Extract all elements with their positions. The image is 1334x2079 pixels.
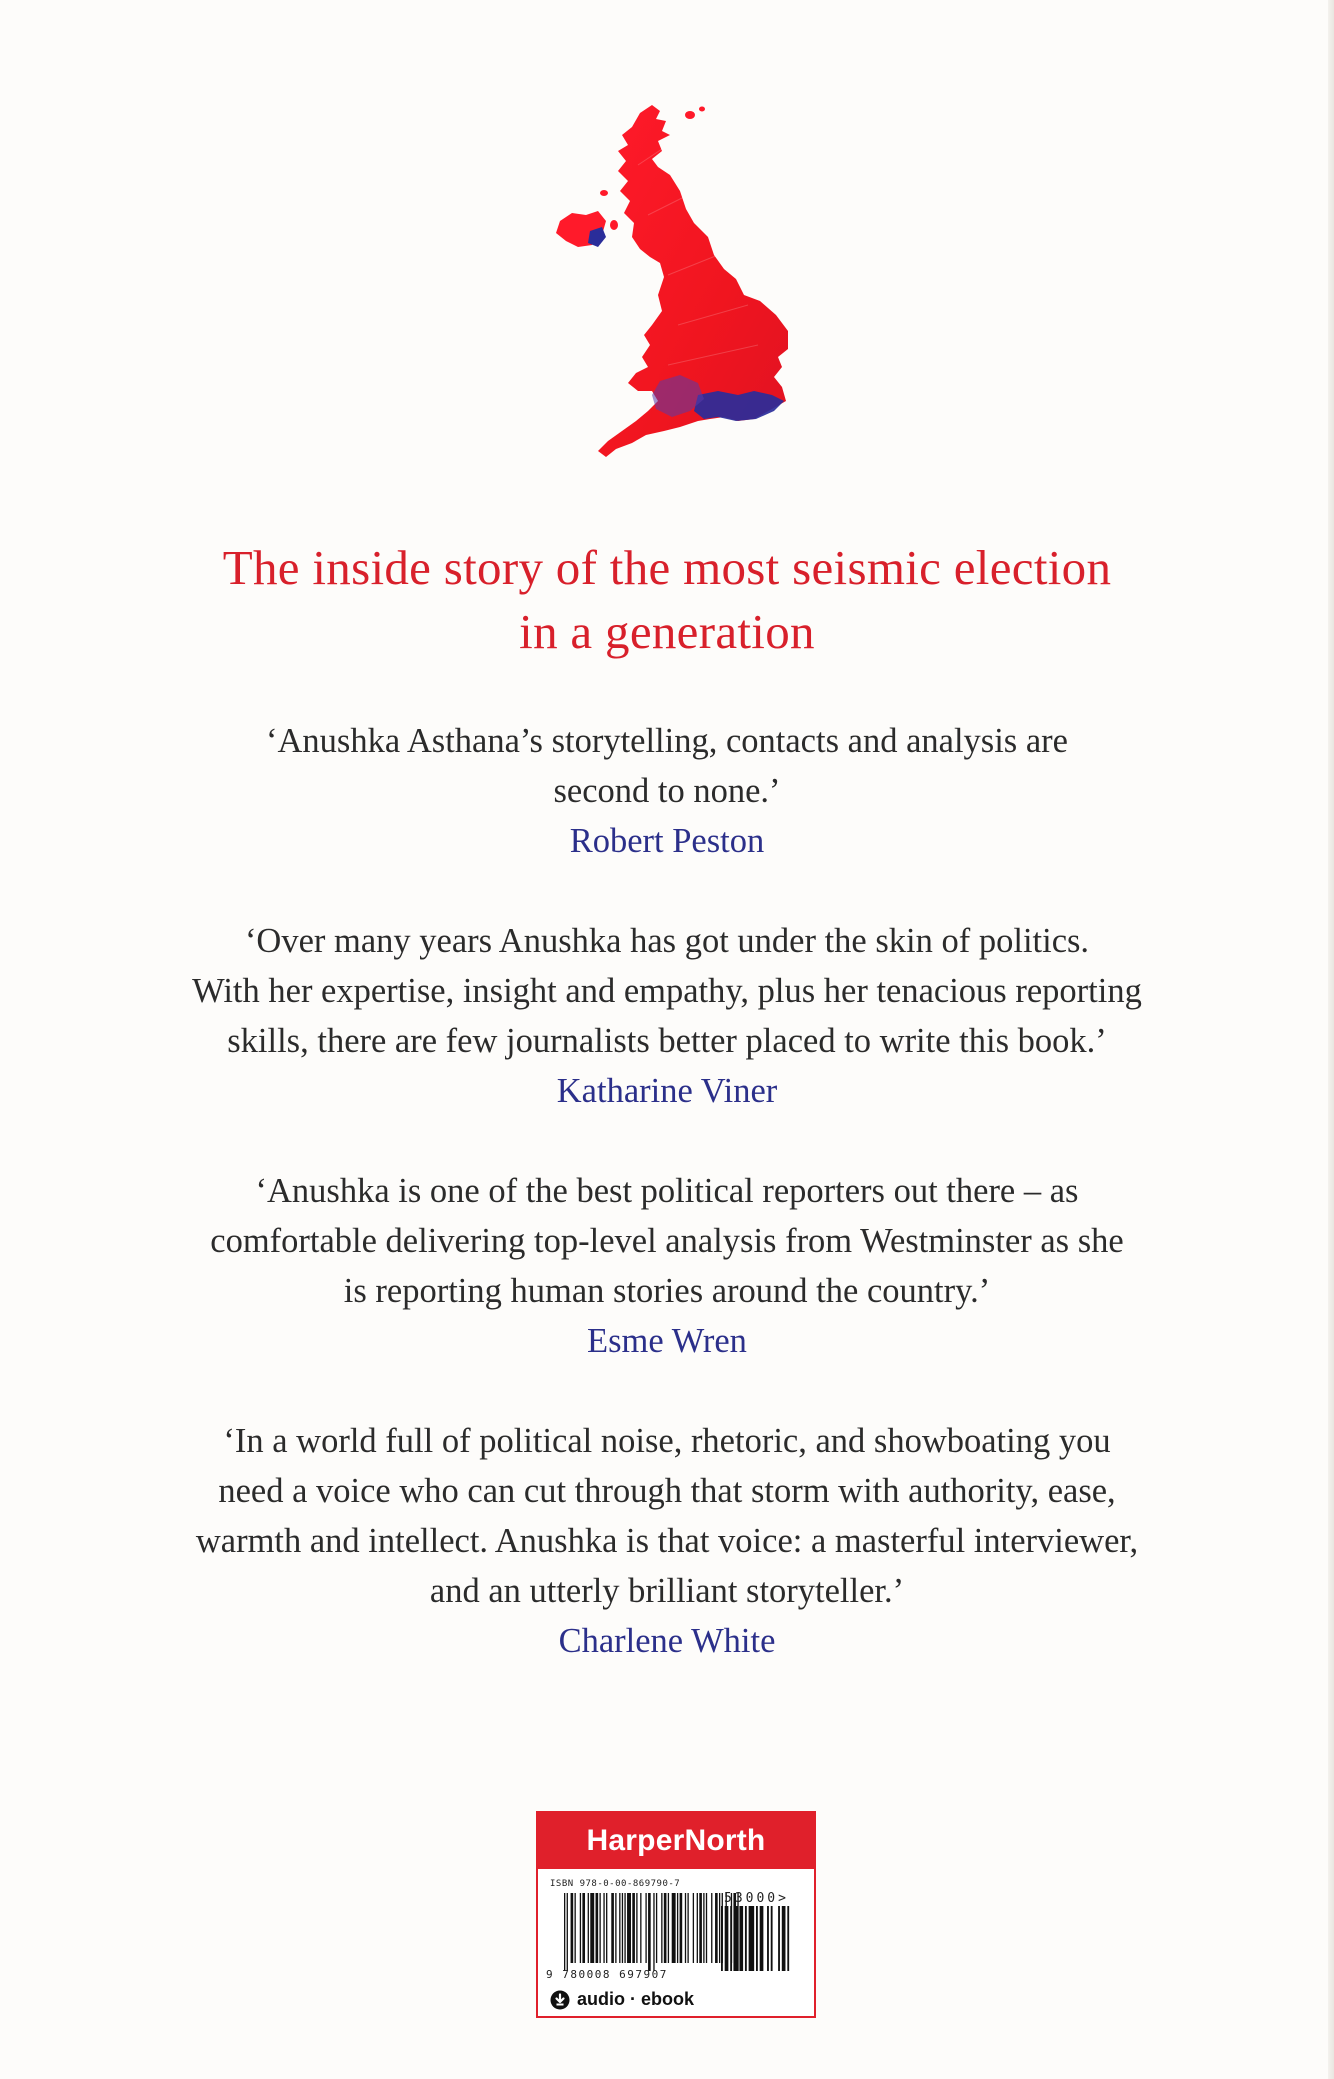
barcode-bar xyxy=(715,1893,718,1963)
barcode-bar xyxy=(588,1893,589,1963)
formats-text: audio · ebook xyxy=(577,1989,694,2009)
barcode-bar xyxy=(640,1893,641,1963)
download-icon xyxy=(550,1990,570,2010)
price-marker: > xyxy=(778,1891,789,1906)
barcode-bar xyxy=(778,1906,780,1971)
barcode-bar xyxy=(627,1893,631,1963)
quote-line: ‘In a world full of political noise, rhetoric, and showboating you xyxy=(223,1422,1111,1460)
barcode-bar xyxy=(645,1893,646,1963)
barcode-bar xyxy=(706,1893,707,1963)
barcode-bar xyxy=(760,1906,764,1971)
barcode-bar xyxy=(771,1906,773,1971)
barcode-bar xyxy=(782,1906,786,1971)
barcode-bar xyxy=(632,1893,635,1963)
barcode-bar xyxy=(636,1893,637,1963)
barcode-bar xyxy=(736,1906,738,1971)
quote-block xyxy=(67,1166,1267,1366)
quote-author: Katharine Viner xyxy=(556,1072,778,1110)
barcode-bar xyxy=(739,1906,743,1971)
barcode-bar xyxy=(611,1893,614,1963)
barcode-bar xyxy=(580,1893,581,1963)
quote-block xyxy=(67,1416,1267,1666)
barcode-bar xyxy=(664,1893,667,1963)
quote-line: ‘Anushka Asthana’s storytelling, contacts and analysis are xyxy=(266,722,1068,760)
quote-line: second to none.’ xyxy=(553,772,781,810)
barcode-bar xyxy=(564,1893,565,1971)
barcode-bar xyxy=(693,1893,694,1963)
barcode-bar xyxy=(648,1893,651,1971)
quote-line: ‘Over many years Anushka has got under the skin of politics. xyxy=(244,922,1090,960)
barcode-bar xyxy=(567,1893,568,1971)
barcode-bar xyxy=(615,1893,616,1963)
barcode-bar xyxy=(767,1906,769,1971)
barcode-addon-icon xyxy=(721,1906,791,1971)
barcode-bar xyxy=(672,1893,676,1963)
quote-line: With her expertise, insight and empathy, plus her tenacious reporting xyxy=(192,972,1142,1010)
price-code-digits: 53000 xyxy=(724,1891,779,1906)
barcode-bar xyxy=(582,1893,585,1963)
page-edge xyxy=(1328,0,1334,2079)
uk-map-icon xyxy=(548,105,808,461)
barcode-bar xyxy=(699,1893,702,1963)
barcode-bar xyxy=(703,1893,704,1963)
barcode-bar xyxy=(711,1893,712,1963)
barcode-bar xyxy=(677,1893,678,1963)
quote-line: ‘Anushka is one of the best political reporters out there – as xyxy=(255,1172,1079,1210)
barcode-bar xyxy=(680,1893,683,1963)
quote-line: is reporting human stories around the country.’ xyxy=(343,1272,991,1310)
barcode-bar xyxy=(721,1906,723,1971)
barcode-bar xyxy=(749,1906,755,1971)
barcode-bar xyxy=(687,1893,688,1963)
barcode-bar xyxy=(599,1893,600,1963)
barcode-bar xyxy=(730,1906,732,1971)
quote-author: Robert Peston xyxy=(569,822,765,860)
barcode-bar xyxy=(622,1893,623,1963)
barcode-icon xyxy=(564,1893,740,1971)
headline-line: The inside story of the most seismic election xyxy=(222,540,1112,595)
quote-author: Charlene White xyxy=(558,1622,776,1660)
quote-author: Esme Wren xyxy=(587,1322,747,1360)
headline-line: in a generation xyxy=(519,604,815,659)
quote-line: skills, there are few journalists better placed to write this book.’ xyxy=(227,1022,1107,1060)
quote-block xyxy=(67,716,1267,866)
quote-line: and an utterly brilliant storyteller.’ xyxy=(429,1572,905,1610)
quote-line: comfortable delivering top-level analysis from Westminster as she xyxy=(210,1222,1124,1260)
barcode-bar xyxy=(590,1893,594,1963)
barcode-bar xyxy=(661,1893,662,1963)
barcode-bar xyxy=(571,1893,574,1963)
barcode-bar xyxy=(653,1893,654,1971)
barcode-bar xyxy=(624,1893,625,1963)
barcode-bar xyxy=(697,1893,698,1963)
ean-digits: 9 780008 697907 xyxy=(546,1968,668,1981)
barcode-bar xyxy=(603,1893,604,1963)
barcode-panel xyxy=(536,1811,816,2018)
barcode-bar xyxy=(685,1893,686,1963)
barcode-bar xyxy=(668,1893,669,1963)
barcode-bar xyxy=(756,1906,758,1971)
quote-block xyxy=(67,916,1267,1116)
headline xyxy=(67,536,1267,664)
barcode-bar xyxy=(745,1906,747,1971)
barcode-bar xyxy=(606,1893,607,1963)
barcode-bar xyxy=(787,1906,789,1971)
isbn-text: ISBN 978-0-00-869790-7 xyxy=(550,1879,681,1889)
barcode-bar xyxy=(725,1906,729,1971)
barcode-bar xyxy=(656,1893,657,1963)
publisher-logo: HarperNorth xyxy=(538,1813,814,1869)
quote-line: need a voice who can cut through that storm with authority, ease, xyxy=(218,1472,1116,1510)
formats-line xyxy=(550,1989,694,2010)
quote-line: warmth and intellect. Anushka is that voice: a masterful interviewer, xyxy=(195,1522,1139,1560)
barcode-bar xyxy=(619,1893,620,1963)
barcode-bar xyxy=(575,1893,576,1963)
price-code xyxy=(724,1891,789,1906)
barcode-bar xyxy=(596,1893,599,1963)
